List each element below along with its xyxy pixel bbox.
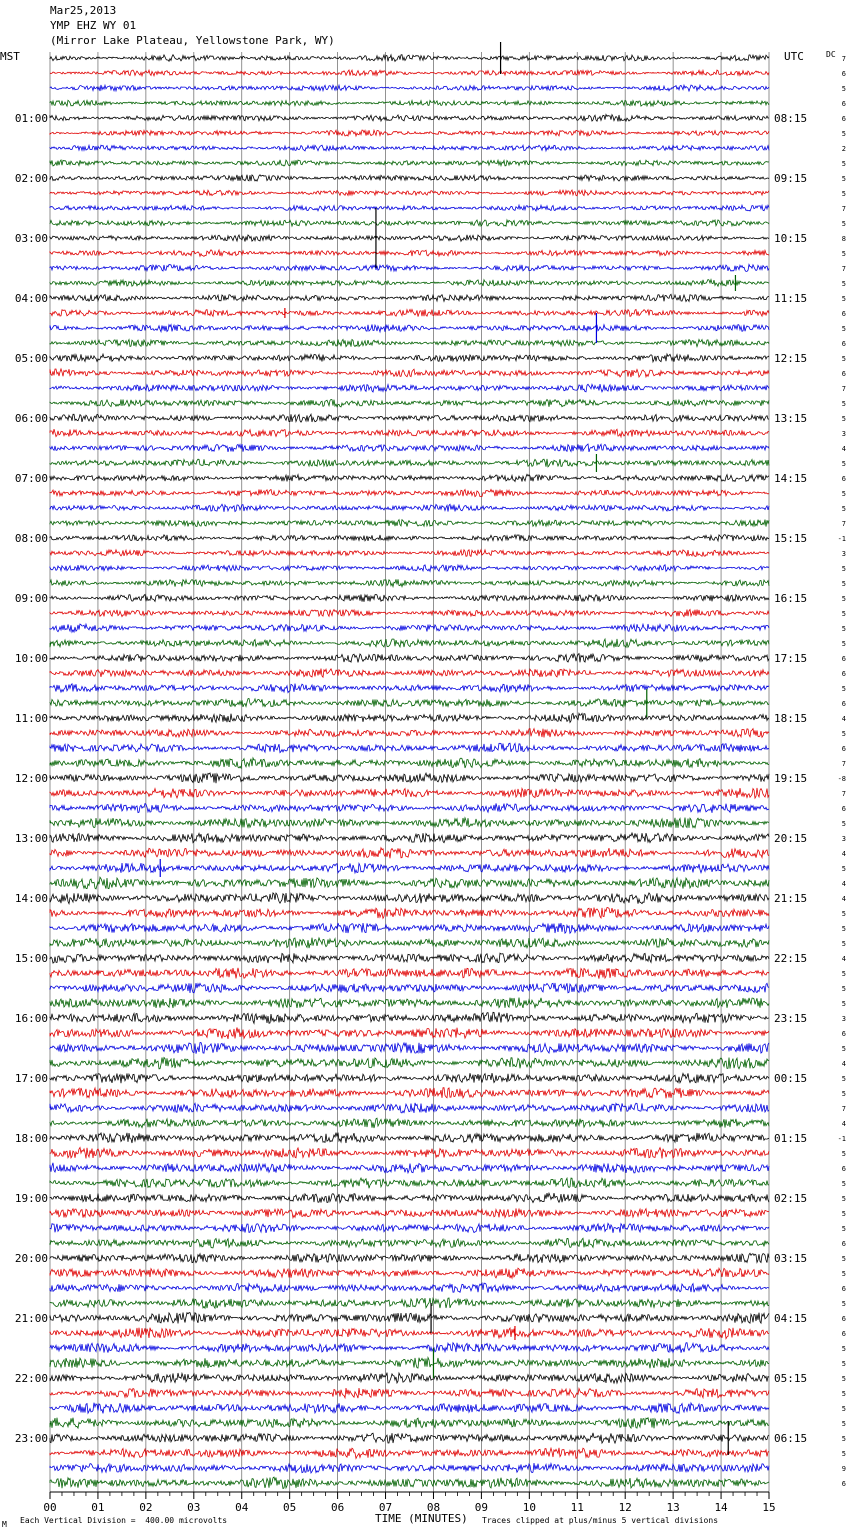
seismic-trace	[50, 1073, 769, 1083]
seismic-trace	[50, 743, 769, 752]
x-tick-label: 14	[714, 1501, 728, 1514]
seismic-trace	[50, 489, 769, 496]
dc-offset-value: 7	[841, 790, 846, 798]
left-timezone: MST	[0, 50, 20, 63]
seismic-trace	[50, 1477, 769, 1488]
seismic-trace	[50, 55, 769, 62]
mst-hour-label: 16:00	[14, 1012, 48, 1025]
dc-header: DC	[826, 50, 836, 59]
mst-hour-label: 15:00	[14, 952, 48, 965]
dc-offset-value: 5	[841, 730, 846, 738]
seismic-trace	[50, 729, 769, 738]
dc-offset-value: 5	[841, 1225, 846, 1233]
dc-offset-value: 9	[841, 1465, 846, 1473]
dc-offset-value: 5	[841, 865, 846, 873]
dc-offset-value: 7	[841, 1105, 846, 1113]
dc-offset-value: 5	[841, 1210, 846, 1218]
x-tick-label: 13	[666, 1501, 680, 1514]
seismic-trace	[50, 699, 769, 707]
utc-hour-label: 21:15	[774, 892, 808, 905]
dc-offset-value: 5	[841, 940, 846, 948]
dc-offset-value: 5	[841, 1345, 846, 1353]
seismic-trace	[50, 1028, 769, 1039]
seismic-trace	[50, 684, 769, 693]
seismic-trace	[50, 309, 769, 316]
dc-offset-value: 5	[841, 1300, 846, 1308]
x-tick-label: 04	[235, 1501, 249, 1514]
utc-hour-label: 11:15	[774, 292, 808, 305]
utc-hour-label: 22:15	[774, 952, 808, 965]
seismic-trace	[50, 624, 769, 632]
seismic-trace	[50, 190, 769, 196]
dc-offset-value: 5	[841, 625, 846, 633]
dc-offset-value: 8	[841, 235, 846, 243]
mst-hour-label: 22:00	[14, 1372, 48, 1385]
seismic-trace	[50, 610, 769, 617]
utc-hour-label: 23:15	[774, 1012, 808, 1025]
dc-offset-value: 5	[841, 1000, 846, 1008]
dc-offset-value: 6	[841, 1030, 846, 1038]
seismic-trace	[50, 863, 769, 873]
x-axis-title: TIME (MINUTES)	[375, 1512, 468, 1525]
dc-offset-value: 5	[841, 1180, 846, 1188]
dc-offset-value: 4	[841, 895, 846, 903]
dc-offset-value: 5	[841, 460, 846, 468]
dc-offset-value: 5	[841, 295, 846, 303]
mst-hour-label: 21:00	[14, 1312, 48, 1325]
utc-hour-label: 09:15	[774, 172, 808, 185]
x-tick-label: 09	[474, 1501, 489, 1514]
dc-offset-value: 6	[841, 1240, 846, 1248]
utc-hour-label: 12:15	[774, 352, 808, 365]
dc-offset-value: 5	[841, 580, 846, 588]
seismic-trace	[50, 100, 769, 106]
utc-hour-label: 13:15	[774, 412, 808, 425]
dc-offset-value: 5	[841, 85, 846, 93]
dc-offset-value: 5	[841, 130, 846, 138]
dc-offset-value: 6	[841, 115, 846, 123]
seismic-trace	[50, 1238, 769, 1248]
seismic-trace	[50, 325, 769, 332]
utc-hour-label: 00:15	[774, 1072, 808, 1085]
utc-hour-label: 06:15	[774, 1432, 808, 1445]
dc-offset-labels	[838, 55, 846, 1488]
seismic-trace	[50, 520, 769, 527]
seismic-trace	[50, 205, 769, 211]
dc-offset-value: 7	[841, 265, 846, 273]
seismic-trace	[50, 579, 769, 586]
dc-offset-value: 5	[841, 1435, 846, 1443]
dc-offset-value: 6	[841, 670, 846, 678]
x-tick-label: 02	[139, 1501, 153, 1514]
seismic-trace	[50, 758, 769, 768]
dc-offset-value: 5	[841, 925, 846, 933]
mst-hour-label: 19:00	[14, 1192, 48, 1205]
dc-offset-value: 6	[841, 655, 846, 663]
dc-offset-value: 7	[841, 760, 846, 768]
dc-offset-value: 6	[841, 1330, 846, 1338]
dc-offset-value: 5	[841, 1450, 846, 1458]
dc-offset-value: 4	[841, 715, 846, 723]
utc-hour-label: 01:15	[774, 1132, 808, 1145]
x-tick-label: 08	[426, 1501, 441, 1514]
dc-offset-value: 5	[841, 985, 846, 993]
seismic-trace	[50, 998, 769, 1009]
dc-offset-value: 5	[841, 910, 846, 918]
mst-hour-label: 20:00	[14, 1252, 48, 1265]
dc-offset-value: 5	[841, 175, 846, 183]
x-tick-label: 11	[570, 1501, 584, 1514]
seismic-trace	[50, 280, 769, 287]
x-tick-label: 01	[91, 1501, 105, 1514]
seismic-trace	[50, 414, 769, 422]
dc-offset-value: 5	[841, 1420, 846, 1428]
utc-hour-label: 14:15	[774, 472, 808, 485]
x-tick-label: 00	[43, 1501, 57, 1514]
dc-offset-value: 7	[841, 55, 846, 63]
dc-offset-value: 5	[841, 325, 846, 333]
dc-offset-value: 5	[841, 505, 846, 513]
x-tick-label: 12	[618, 1501, 632, 1514]
seismic-trace	[50, 594, 769, 601]
dc-offset-value: 6	[841, 370, 846, 378]
seismic-trace	[50, 429, 769, 437]
dc-offset-value: 5	[841, 490, 846, 498]
dc-offset-value: -1	[837, 535, 846, 543]
seismic-trace	[50, 145, 769, 151]
seismic-trace	[50, 160, 769, 166]
scale-note: Each Vertical Division = 400.00 microvolts	[20, 1516, 228, 1525]
dc-offset-value: 5	[841, 1075, 846, 1083]
dc-offset-value: 7	[841, 205, 846, 213]
seismic-trace	[50, 339, 769, 346]
dc-offset-value: 7	[841, 520, 846, 528]
dc-offset-value: 5	[841, 1405, 846, 1413]
seismic-trace	[50, 550, 769, 557]
utc-hour-label: 04:15	[774, 1312, 808, 1325]
utc-hour-label: 20:15	[774, 832, 808, 845]
utc-hour-label: 05:15	[774, 1372, 808, 1385]
dc-offset-value: 5	[841, 820, 846, 828]
seismic-trace	[50, 384, 769, 392]
dc-offset-value: 2	[841, 145, 846, 153]
seismic-trace	[50, 444, 769, 452]
seismic-trace	[50, 1118, 769, 1128]
dc-offset-value: 5	[841, 970, 846, 978]
dc-offset-value: 6	[841, 1165, 846, 1173]
dc-offset-value: 3	[841, 430, 846, 438]
mst-hour-label: 02:00	[14, 172, 48, 185]
seismic-trace	[50, 369, 769, 377]
dc-offset-value: 5	[841, 1360, 846, 1368]
seismic-trace	[50, 265, 769, 272]
seismic-trace	[50, 565, 769, 572]
seismic-trace	[50, 115, 769, 122]
seismic-trace	[50, 713, 769, 722]
dc-offset-value: 5	[841, 1375, 846, 1383]
mst-hour-label: 23:00	[14, 1432, 48, 1445]
corner-mark: M	[2, 1520, 7, 1529]
seismic-trace	[50, 953, 769, 963]
utc-hour-label: 17:15	[774, 652, 808, 665]
dc-offset-value: 5	[841, 280, 846, 288]
seismic-trace	[50, 1193, 769, 1202]
seismic-trace	[50, 908, 769, 919]
x-tick-label: 10	[522, 1501, 536, 1514]
dc-offset-value: 7	[841, 385, 846, 393]
seismic-trace	[50, 848, 769, 859]
seismic-trace	[50, 85, 769, 91]
seismic-traces	[50, 55, 769, 1489]
dc-offset-value: 6	[841, 1285, 846, 1293]
seismic-trace	[50, 773, 769, 783]
mst-hour-labels	[15, 112, 48, 1445]
dc-offset-value: 5	[841, 1150, 846, 1158]
mst-hour-label: 13:00	[14, 832, 48, 845]
station-location: (Mirror Lake Plateau, Yellowstone Park, WY)	[50, 34, 335, 47]
seismic-trace	[50, 818, 769, 828]
dc-offset-value: 6	[841, 805, 846, 813]
utc-hour-label: 15:15	[774, 532, 808, 545]
seismic-trace	[50, 1088, 769, 1099]
dc-offset-value: 4	[841, 955, 846, 963]
dc-offset-value: 5	[841, 1255, 846, 1263]
dc-offset-value: 5	[841, 415, 846, 423]
seismic-trace	[50, 70, 769, 76]
mst-hour-label: 08:00	[14, 532, 48, 545]
clip-note: Traces clipped at plus/minus 5 vertical divisions	[482, 1516, 719, 1525]
seismic-trace	[50, 669, 769, 678]
seismic-trace	[50, 1283, 769, 1292]
mst-hour-label: 10:00	[14, 652, 48, 665]
dc-offset-value: 5	[841, 220, 846, 228]
dc-offset-value: 5	[841, 1390, 846, 1398]
dc-offset-value: 3	[841, 835, 846, 843]
seismic-trace	[50, 1433, 769, 1443]
seismic-trace	[50, 1223, 769, 1233]
seismic-trace	[50, 354, 769, 362]
dc-offset-value: 4	[841, 1120, 846, 1128]
seismic-trace	[50, 175, 769, 181]
utc-hour-labels	[774, 112, 807, 1445]
seismic-trace	[50, 504, 769, 512]
x-tick-label: 07	[378, 1501, 393, 1514]
mst-hour-label: 17:00	[14, 1072, 48, 1085]
seismic-trace	[50, 1043, 769, 1054]
dc-offset-value: 6	[841, 310, 846, 318]
seismic-trace	[50, 1313, 769, 1324]
seismic-trace	[50, 1103, 769, 1113]
dc-offset-value: 6	[841, 700, 846, 708]
utc-hour-label: 03:15	[774, 1252, 808, 1265]
dc-offset-value: 5	[841, 640, 846, 648]
seismic-trace	[50, 788, 769, 798]
dc-offset-value: 4	[841, 445, 846, 453]
mst-hour-label: 09:00	[14, 592, 48, 605]
dc-offset-value: 6	[841, 100, 846, 108]
dc-offset-value: 4	[841, 850, 846, 858]
seismic-trace	[50, 130, 769, 136]
station-id: YMP EHZ WY 01	[50, 19, 137, 32]
dc-offset-value: 3	[841, 550, 846, 558]
seismic-trace	[50, 1418, 769, 1429]
dc-offset-value: 5	[841, 565, 846, 573]
utc-hour-label: 02:15	[774, 1192, 808, 1205]
seismic-trace	[50, 250, 769, 257]
seismic-trace	[50, 1148, 769, 1159]
dc-offset-value: 6	[841, 340, 846, 348]
mst-hour-label: 14:00	[14, 892, 48, 905]
dc-offset-value: 5	[841, 250, 846, 258]
seismic-trace	[50, 535, 769, 541]
seismic-trace	[50, 1403, 769, 1414]
seismic-trace	[50, 938, 769, 948]
seismic-trace	[50, 1058, 769, 1069]
seismic-trace	[50, 294, 769, 301]
mst-hour-label: 12:00	[14, 772, 48, 785]
dc-offset-value: 5	[841, 1270, 846, 1278]
dc-offset-value: 5	[841, 190, 846, 198]
seismic-trace	[50, 639, 769, 648]
seismic-trace	[50, 1268, 769, 1278]
dc-offset-value: 6	[841, 70, 846, 78]
seismic-trace	[50, 399, 769, 407]
right-timezone: UTC	[784, 50, 804, 63]
dc-offset-value: 6	[841, 475, 846, 483]
seismic-trace	[50, 1253, 769, 1263]
seismic-trace	[50, 923, 769, 933]
mst-hour-label: 01:00	[14, 112, 48, 125]
seismic-trace	[50, 877, 769, 889]
utc-hour-label: 08:15	[774, 112, 808, 125]
mst-hour-label: 07:00	[14, 472, 48, 485]
seismic-trace	[50, 474, 769, 481]
dc-offset-value: -8	[837, 775, 846, 783]
dc-offset-value: 5	[841, 1045, 846, 1053]
seismic-trace	[50, 459, 769, 467]
dc-offset-value: 6	[841, 745, 846, 753]
dc-offset-value: 5	[841, 610, 846, 618]
mst-hour-label: 18:00	[14, 1132, 48, 1145]
mst-hour-label: 05:00	[14, 352, 48, 365]
mst-hour-label: 03:00	[14, 232, 48, 245]
mst-hour-label: 04:00	[14, 292, 48, 305]
seismic-trace	[50, 1012, 769, 1023]
seismic-trace	[50, 1208, 769, 1217]
dc-offset-value: 5	[841, 400, 846, 408]
dc-offset-value: 5	[841, 685, 846, 693]
seismic-trace	[50, 1448, 769, 1459]
dc-offset-value: 3	[841, 1015, 846, 1023]
seismic-trace	[50, 803, 769, 812]
x-tick-label: 05	[283, 1501, 297, 1514]
seismic-trace	[50, 1463, 769, 1473]
dc-offset-value: 5	[841, 595, 846, 603]
seismic-trace	[50, 1298, 769, 1308]
seismic-trace	[50, 968, 769, 979]
dc-offset-value: 4	[841, 880, 846, 888]
seismic-trace	[50, 1343, 769, 1353]
seismic-trace	[50, 220, 769, 226]
time-axis	[43, 1492, 775, 1514]
seismic-trace	[50, 983, 769, 993]
x-tick-label: 06	[330, 1501, 345, 1514]
seismic-trace	[50, 833, 769, 843]
x-tick-label: 03	[187, 1501, 201, 1514]
seismic-trace	[50, 1373, 769, 1384]
plot-date: Mar25,2013	[50, 4, 117, 17]
utc-hour-label: 16:15	[774, 592, 808, 605]
dc-offset-value: 6	[841, 1315, 846, 1323]
dc-offset-value: -1	[837, 1135, 846, 1143]
seismic-trace	[50, 1133, 769, 1143]
seismic-trace	[50, 235, 769, 242]
utc-hour-label: 18:15	[774, 712, 808, 725]
seismic-trace	[50, 1178, 769, 1188]
dc-offset-value: 6	[841, 1480, 846, 1488]
mst-hour-label: 06:00	[14, 412, 48, 425]
x-tick-label: 15	[762, 1501, 776, 1514]
seismic-trace	[50, 1358, 769, 1369]
seismic-trace	[50, 1163, 769, 1173]
seismic-trace	[50, 1388, 769, 1398]
seismic-trace	[50, 654, 769, 663]
dc-offset-value: 4	[841, 1060, 846, 1068]
mst-hour-label: 11:00	[14, 712, 48, 725]
utc-hour-label: 10:15	[774, 232, 808, 245]
seismic-trace	[50, 1328, 769, 1339]
seismic-trace	[50, 893, 769, 904]
utc-hour-label: 19:15	[774, 772, 808, 785]
dc-offset-value: 5	[841, 355, 846, 363]
dc-offset-value: 5	[841, 160, 846, 168]
dc-offset-value: 5	[841, 1090, 846, 1098]
dc-offset-value: 5	[841, 1195, 846, 1203]
